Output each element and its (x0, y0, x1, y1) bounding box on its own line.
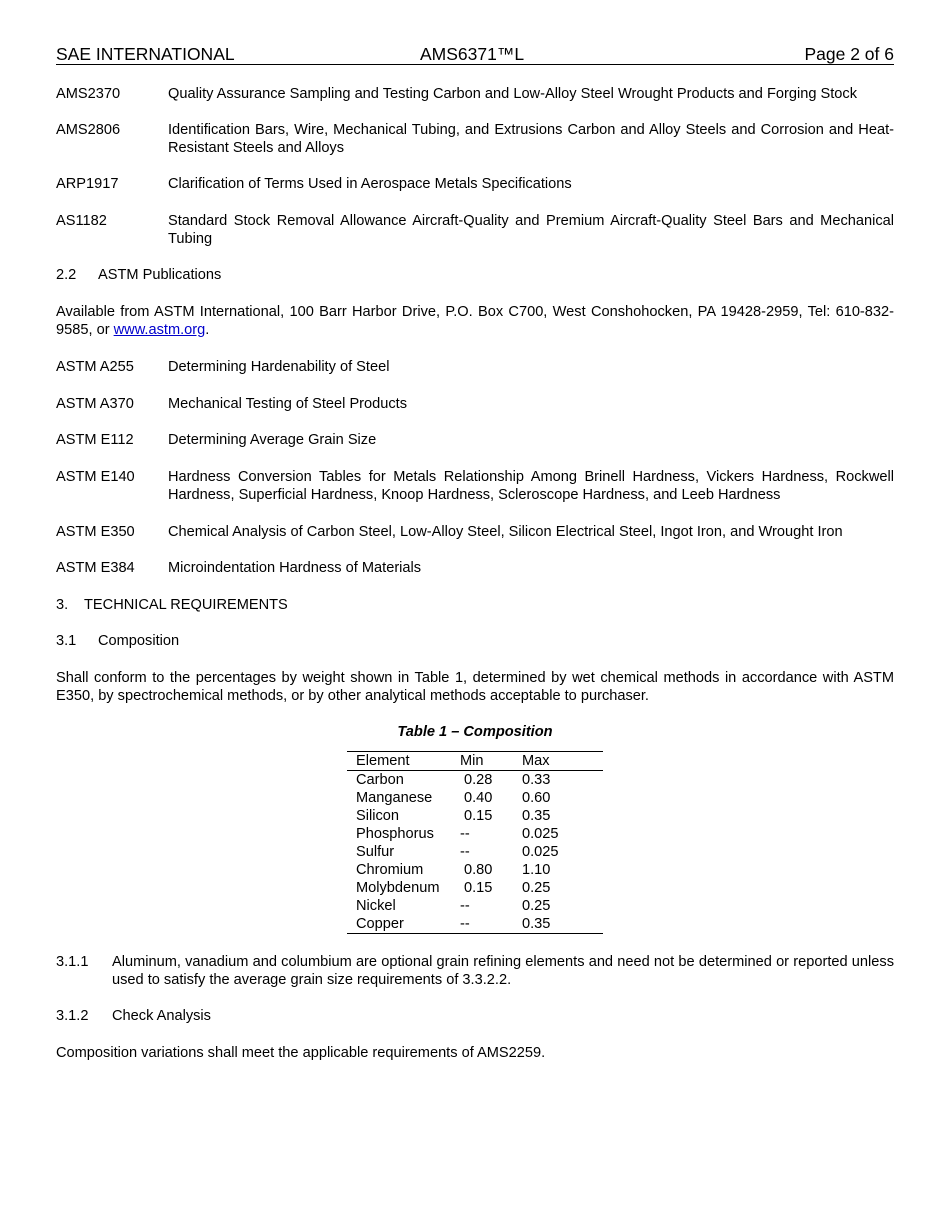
reference-title: Determining Average Grain Size (168, 432, 377, 448)
reference-title: Identification Bars, Wire, Mechanical Tubing, and Extrusions Carbon and Alloy Steels and Corrosion and Heat-Resistant Steels and Alloys (168, 122, 894, 156)
astm-availability-text: Available from ASTM International, 100 Barr Harbor Drive, P.O. Box C700, West Conshohocken, PA 19428-2959, Tel: 610-832-9585, or (56, 304, 894, 338)
astm-availability-paragraph (56, 303, 894, 339)
section-title: Check Analysis (112, 1008, 211, 1024)
column-header: Min (460, 753, 484, 769)
section-heading-3-1-2 (56, 1007, 894, 1025)
reference-entry (56, 559, 894, 577)
reference-title: Determining Hardenability of Steel (168, 359, 390, 375)
composition-paragraph: Shall conform to the percentages by weight shown in Table 1, determined by wet chemical methods in accordance with ASTM E350, by spectrochemical methods, or by other analytical methods acceptable to purchaser. (56, 670, 894, 704)
min-cell: 0.15 (464, 808, 493, 824)
section-number: 3. (56, 597, 69, 613)
element-cell: Chromium (356, 862, 424, 878)
section-number: 3.1.1 (56, 954, 89, 970)
max-cell: 0.025 (522, 826, 559, 842)
element-cell: Molybdenum (356, 880, 440, 896)
min-cell: -- (460, 826, 470, 842)
page-header (56, 43, 894, 65)
section-title: ASTM Publications (98, 267, 222, 283)
header-page-number: Page 2 of 6 (804, 44, 894, 64)
astm-website-link[interactable]: www.astm.org (113, 322, 206, 338)
max-cell: 0.33 (522, 772, 551, 788)
section-heading-2-2 (56, 266, 894, 284)
max-cell: 1.10 (522, 862, 551, 878)
reference-entry (56, 358, 894, 376)
element-cell: Carbon (356, 772, 404, 788)
reference-entry (56, 121, 894, 157)
table-row (347, 843, 603, 861)
reference-title: Quality Assurance Sampling and Testing Carbon and Low-Alloy Steel Wrought Products and Forging Stock (168, 86, 857, 102)
max-cell: 0.25 (522, 898, 551, 914)
reference-entry (56, 85, 894, 103)
table-row (347, 789, 603, 807)
reference-title: Hardness Conversion Tables for Metals Relationship Among Brinell Hardness, Vickers Hardness, Rockwell Hardness, Superficial Hardness, Knoop Hardness, Scleroscope Hardness, and Leeb Hardness (168, 469, 894, 503)
reference-entry (56, 431, 894, 449)
section-heading-3 (56, 596, 894, 614)
reference-code: ASTM E384 (56, 560, 135, 576)
reference-title: Standard Stock Removal Allowance Aircraft-Quality and Premium Aircraft-Quality Steel Bars and Mechanical Tubing (168, 213, 894, 247)
header-org: SAE INTERNATIONAL (56, 44, 235, 64)
min-cell: 0.15 (464, 880, 493, 896)
max-cell: 0.25 (522, 880, 551, 896)
reference-code: ASTM E112 (56, 432, 134, 448)
reference-entry (56, 468, 894, 504)
table-row (347, 879, 603, 897)
section-text: Aluminum, vanadium and columbium are optional grain refining elements and need not be determined or reported unless used to satisfy the average grain size requirements of 3.3.2.2. (112, 954, 894, 988)
max-cell: 0.35 (522, 916, 551, 932)
max-cell: 0.60 (522, 790, 551, 806)
element-cell: Nickel (356, 898, 396, 914)
column-header: Max (522, 753, 550, 769)
reference-code: ASTM E140 (56, 469, 135, 485)
reference-title: Mechanical Testing of Steel Products (168, 396, 408, 412)
table-row (347, 771, 603, 790)
reference-code: AMS2370 (56, 86, 121, 102)
section-heading-3-1 (56, 632, 894, 650)
check-analysis-paragraph: Composition variations shall meet the applicable requirements of AMS2259. (56, 1045, 546, 1061)
reference-entry (56, 395, 894, 413)
header-doc-id: AMS6371™L (420, 44, 525, 64)
table-row (347, 915, 603, 934)
reference-code: ARP1917 (56, 176, 119, 192)
min-cell: -- (460, 916, 470, 932)
reference-code: AS1182 (56, 213, 107, 229)
section-3-1-1 (56, 953, 894, 989)
max-cell: 0.35 (522, 808, 551, 824)
min-cell: 0.28 (464, 772, 493, 788)
element-cell: Phosphorus (356, 826, 434, 842)
reference-title: Chemical Analysis of Carbon Steel, Low-Alloy Steel, Silicon Electrical Steel, Ingot Iron, and Wrought Iron (168, 524, 843, 540)
table-row (347, 861, 603, 879)
reference-title: Clarification of Terms Used in Aerospace Metals Specifications (168, 176, 572, 192)
element-cell: Manganese (356, 790, 433, 806)
table-header-row (347, 752, 603, 771)
column-header: Element (356, 753, 410, 769)
element-cell: Sulfur (356, 844, 395, 860)
table-caption: Table 1 – Composition (397, 724, 553, 740)
table-row (347, 807, 603, 825)
min-cell: -- (460, 898, 470, 914)
section-number: 2.2 (56, 267, 77, 283)
section-title: Composition (98, 633, 180, 649)
min-cell: -- (460, 844, 470, 860)
element-cell: Copper (356, 916, 404, 932)
reference-title: Microindentation Hardness of Materials (168, 560, 422, 576)
composition-table (347, 751, 603, 934)
element-cell: Silicon (356, 808, 399, 824)
reference-code: AMS2806 (56, 122, 121, 138)
min-cell: 0.80 (464, 862, 493, 878)
table-row (347, 897, 603, 915)
reference-code: ASTM A255 (56, 359, 134, 375)
max-cell: 0.025 (522, 844, 559, 860)
reference-entry (56, 175, 894, 193)
section-number: 3.1 (56, 633, 77, 649)
reference-code: ASTM A370 (56, 396, 134, 412)
sentence-end: . (205, 322, 210, 338)
section-title: TECHNICAL REQUIREMENTS (84, 597, 288, 613)
section-number: 3.1.2 (56, 1008, 89, 1024)
table-row (347, 825, 603, 843)
reference-entry (56, 523, 894, 541)
reference-code: ASTM E350 (56, 524, 135, 540)
reference-entry (56, 212, 894, 248)
document-page (56, 43, 894, 1062)
min-cell: 0.40 (464, 790, 493, 806)
